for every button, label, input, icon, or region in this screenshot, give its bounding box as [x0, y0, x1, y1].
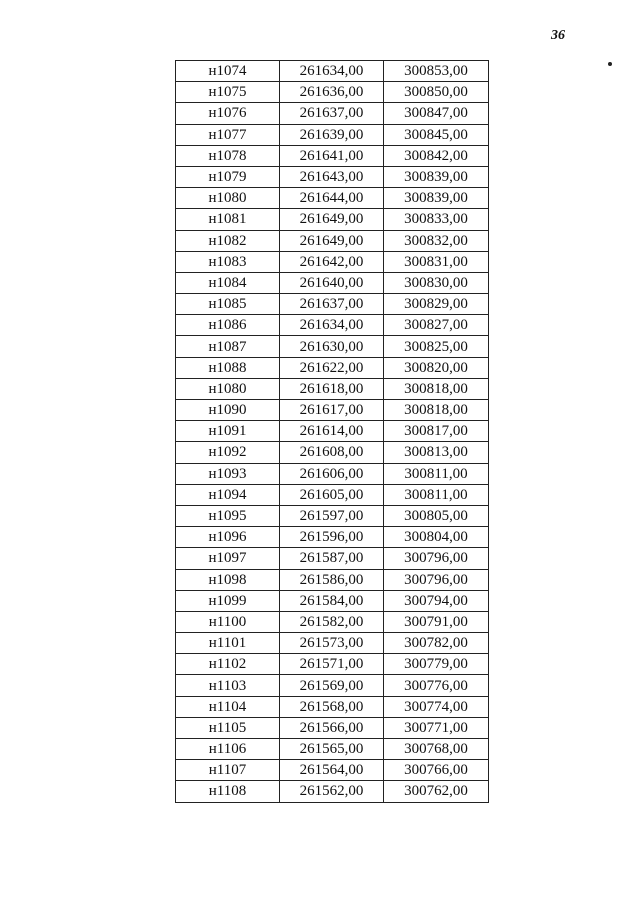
table-body [176, 61, 489, 803]
y-coordinate-cell: 300791,00 [384, 611, 489, 632]
point-id-cell: н1091 [176, 421, 280, 442]
table-row [176, 294, 489, 315]
point-id-cell: н1090 [176, 400, 280, 421]
y-coordinate-cell: 300776,00 [384, 675, 489, 696]
y-coordinate-cell: 300833,00 [384, 209, 489, 230]
table-row [176, 717, 489, 738]
x-coordinate-cell: 261596,00 [280, 527, 384, 548]
y-coordinate-cell: 300831,00 [384, 251, 489, 272]
point-id-cell: н1102 [176, 654, 280, 675]
x-coordinate-cell: 261634,00 [280, 61, 384, 82]
x-coordinate-cell: 261597,00 [280, 505, 384, 526]
table-row [176, 590, 489, 611]
table-row [176, 230, 489, 251]
y-coordinate-cell: 300820,00 [384, 357, 489, 378]
x-coordinate-cell: 261636,00 [280, 82, 384, 103]
table-row [176, 675, 489, 696]
y-coordinate-cell: 300818,00 [384, 400, 489, 421]
table-row [176, 569, 489, 590]
point-id-cell: н1085 [176, 294, 280, 315]
point-id-cell: н1077 [176, 124, 280, 145]
point-id-cell: н1075 [176, 82, 280, 103]
y-coordinate-cell: 300768,00 [384, 739, 489, 760]
y-coordinate-cell: 300829,00 [384, 294, 489, 315]
point-id-cell: н1104 [176, 696, 280, 717]
x-coordinate-cell: 261617,00 [280, 400, 384, 421]
table-row [176, 188, 489, 209]
point-id-cell: н1087 [176, 336, 280, 357]
point-id-cell: н1096 [176, 527, 280, 548]
x-coordinate-cell: 261643,00 [280, 166, 384, 187]
table-row [176, 145, 489, 166]
x-coordinate-cell: 261622,00 [280, 357, 384, 378]
x-coordinate-cell: 261566,00 [280, 717, 384, 738]
scan-speck [608, 62, 612, 66]
x-coordinate-cell: 261586,00 [280, 569, 384, 590]
point-id-cell: н1080 [176, 378, 280, 399]
table-row [176, 124, 489, 145]
x-coordinate-cell: 261565,00 [280, 739, 384, 760]
x-coordinate-cell: 261587,00 [280, 548, 384, 569]
table-row [176, 654, 489, 675]
point-id-cell: н1103 [176, 675, 280, 696]
x-coordinate-cell: 261618,00 [280, 378, 384, 399]
table-row [176, 781, 489, 802]
table-row [176, 61, 489, 82]
y-coordinate-cell: 300839,00 [384, 166, 489, 187]
point-id-cell: н1084 [176, 272, 280, 293]
point-id-cell: н1093 [176, 463, 280, 484]
x-coordinate-cell: 261605,00 [280, 484, 384, 505]
y-coordinate-cell: 300796,00 [384, 569, 489, 590]
y-coordinate-cell: 300771,00 [384, 717, 489, 738]
table-row [176, 315, 489, 336]
x-coordinate-cell: 261582,00 [280, 611, 384, 632]
y-coordinate-cell: 300818,00 [384, 378, 489, 399]
x-coordinate-cell: 261634,00 [280, 315, 384, 336]
point-id-cell: н1086 [176, 315, 280, 336]
table-row [176, 421, 489, 442]
x-coordinate-cell: 261639,00 [280, 124, 384, 145]
y-coordinate-cell: 300853,00 [384, 61, 489, 82]
point-id-cell: н1100 [176, 611, 280, 632]
y-coordinate-cell: 300842,00 [384, 145, 489, 166]
point-id-cell: н1105 [176, 717, 280, 738]
x-coordinate-cell: 261637,00 [280, 294, 384, 315]
table-row [176, 251, 489, 272]
point-id-cell: н1079 [176, 166, 280, 187]
table-row [176, 611, 489, 632]
x-coordinate-cell: 261606,00 [280, 463, 384, 484]
x-coordinate-cell: 261608,00 [280, 442, 384, 463]
point-id-cell: н1074 [176, 61, 280, 82]
table-row [176, 336, 489, 357]
point-id-cell: н1083 [176, 251, 280, 272]
y-coordinate-cell: 300813,00 [384, 442, 489, 463]
x-coordinate-cell: 261614,00 [280, 421, 384, 442]
y-coordinate-cell: 300827,00 [384, 315, 489, 336]
x-coordinate-cell: 261649,00 [280, 209, 384, 230]
point-id-cell: н1092 [176, 442, 280, 463]
y-coordinate-cell: 300817,00 [384, 421, 489, 442]
table-row [176, 696, 489, 717]
point-id-cell: н1081 [176, 209, 280, 230]
y-coordinate-cell: 300762,00 [384, 781, 489, 802]
point-id-cell: н1099 [176, 590, 280, 611]
table-row [176, 484, 489, 505]
table-row [176, 357, 489, 378]
table-row [176, 463, 489, 484]
y-coordinate-cell: 300766,00 [384, 760, 489, 781]
y-coordinate-cell: 300779,00 [384, 654, 489, 675]
x-coordinate-cell: 261584,00 [280, 590, 384, 611]
x-coordinate-cell: 261641,00 [280, 145, 384, 166]
x-coordinate-cell: 261630,00 [280, 336, 384, 357]
y-coordinate-cell: 300811,00 [384, 484, 489, 505]
y-coordinate-cell: 300794,00 [384, 590, 489, 611]
table-row [176, 505, 489, 526]
y-coordinate-cell: 300782,00 [384, 633, 489, 654]
y-coordinate-cell: 300825,00 [384, 336, 489, 357]
table-row [176, 633, 489, 654]
table-row [176, 442, 489, 463]
y-coordinate-cell: 300850,00 [384, 82, 489, 103]
table-row [176, 103, 489, 124]
table-row [176, 548, 489, 569]
x-coordinate-cell: 261564,00 [280, 760, 384, 781]
y-coordinate-cell: 300847,00 [384, 103, 489, 124]
table-row [176, 739, 489, 760]
table-row [176, 378, 489, 399]
x-coordinate-cell: 261649,00 [280, 230, 384, 251]
y-coordinate-cell: 300839,00 [384, 188, 489, 209]
x-coordinate-cell: 261571,00 [280, 654, 384, 675]
point-id-cell: н1082 [176, 230, 280, 251]
point-id-cell: н1080 [176, 188, 280, 209]
x-coordinate-cell: 261637,00 [280, 103, 384, 124]
y-coordinate-cell: 300774,00 [384, 696, 489, 717]
x-coordinate-cell: 261644,00 [280, 188, 384, 209]
table-row [176, 82, 489, 103]
table-row [176, 760, 489, 781]
y-coordinate-cell: 300811,00 [384, 463, 489, 484]
y-coordinate-cell: 300805,00 [384, 505, 489, 526]
y-coordinate-cell: 300832,00 [384, 230, 489, 251]
page-number: 36 [551, 28, 565, 43]
y-coordinate-cell: 300830,00 [384, 272, 489, 293]
x-coordinate-cell: 261568,00 [280, 696, 384, 717]
y-coordinate-cell: 300845,00 [384, 124, 489, 145]
x-coordinate-cell: 261569,00 [280, 675, 384, 696]
point-id-cell: н1107 [176, 760, 280, 781]
table-row [176, 400, 489, 421]
x-coordinate-cell: 261573,00 [280, 633, 384, 654]
point-id-cell: н1097 [176, 548, 280, 569]
coordinates-table [175, 60, 489, 803]
point-id-cell: н1088 [176, 357, 280, 378]
point-id-cell: н1094 [176, 484, 280, 505]
y-coordinate-cell: 300796,00 [384, 548, 489, 569]
point-id-cell: н1108 [176, 781, 280, 802]
point-id-cell: н1076 [176, 103, 280, 124]
table-row [176, 272, 489, 293]
table-row [176, 527, 489, 548]
table-row [176, 209, 489, 230]
x-coordinate-cell: 261640,00 [280, 272, 384, 293]
point-id-cell: н1098 [176, 569, 280, 590]
point-id-cell: н1095 [176, 505, 280, 526]
y-coordinate-cell: 300804,00 [384, 527, 489, 548]
x-coordinate-cell: 261642,00 [280, 251, 384, 272]
x-coordinate-cell: 261562,00 [280, 781, 384, 802]
point-id-cell: н1101 [176, 633, 280, 654]
point-id-cell: н1106 [176, 739, 280, 760]
table-row [176, 166, 489, 187]
point-id-cell: н1078 [176, 145, 280, 166]
